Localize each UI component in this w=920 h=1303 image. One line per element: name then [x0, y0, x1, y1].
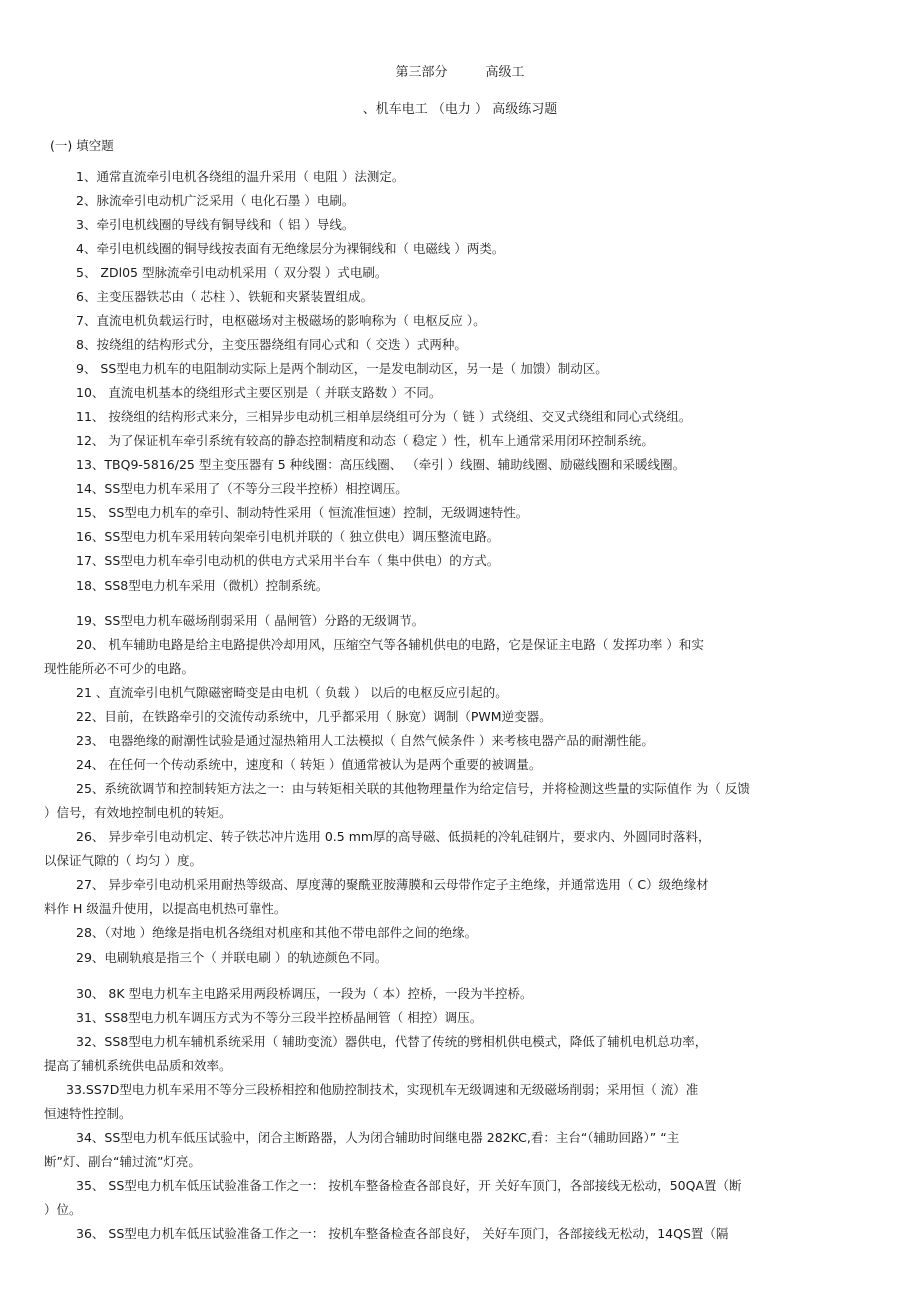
question-line: 16、SS型电力机车采用转向架牵引电机并联的（ 独立供电）调压整流电路。: [76, 529, 500, 544]
question-line: 21 、直流牵引电机气隙磁密畸变是由电机（ 负载 ） 以后的电枢反应引起的。: [76, 685, 508, 700]
question-line: 29、电刷轨痕是指三个（ 并联电刷 ）的轨迹颜色不同。: [76, 950, 388, 965]
question-line: 18、SS8型电力机车采用（微机）控制系统。: [76, 578, 329, 593]
question-line: 9、 SS型电力机车的电阻制动实际上是两个制动区，一是发电制动区，另一是（ 加馈）制动区。: [76, 361, 608, 376]
question-line: 31、SS8型电力机车调压方式为不等分三段半控桥晶闸管（ 相控）调压。: [76, 1010, 483, 1025]
question-line: 36、 SS型电力机车低压试验准备工作之一： 按机车整备检查各部良好， 关好车顶门，各部接线无松动，14QS置（隔: [76, 1226, 729, 1241]
section-heading: (一) 填空题: [50, 138, 114, 153]
question-continuation: 料作 H 级温升使用，以提高电机热可靠性。: [44, 901, 287, 916]
question-line: 33.SS7D型电力机车采用不等分三段桥相控和他励控制技术，实现机车无级调速和无级磁场削弱；采用恒（ 流）准: [66, 1082, 699, 1097]
question-line: 35、 SS型电力机车低压试验准备工作之一： 按机车整备检查各部良好，开 关好车顶门，各部接线无松动，50QA置（断: [76, 1178, 742, 1193]
question-line: 26、 异步牵引电动机定、转子铁芯冲片选用 0.5 mm厚的高导磁、低损耗的冷轧硅钢片，要求内、外圆同时落料，: [76, 829, 711, 844]
question-line: 7、直流电机负载运行时，电枢磁场对主极磁场的影响称为（ 电枢反应 ）。: [76, 313, 486, 328]
question-line: 34、SS型电力机车低压试验中，闭合主断路器，人为闭合辅助时间继电器 282KC,看：主台“（辅助回路）” “主: [76, 1130, 680, 1145]
question-line: 28、（对地 ）绝缘是指电机各绕组对机座和其他不带电部件之间的绝缘。: [76, 925, 478, 940]
question-line: 32、SS8型电力机车辅机系统采用（ 辅助变流）器供电，代替了传统的劈相机供电模式，降低了辅机电机总功率，: [76, 1034, 708, 1049]
question-line: 8、按绕组的结构形式分，主变压器绕组有同心式和（ 交迭 ）式两种。: [76, 337, 467, 352]
part-label: 第三部分: [395, 65, 448, 80]
question-line: 13、TBQ9-5816/25 型主变压器有 5 种线圈：高压线圈、 （牵引 ）线圈、辅助线圈、励磁线圈和采暖线圈。: [76, 457, 686, 472]
question-line: 11、 按绕组的结构形式来分，三相异步电动机三相单层绕组可分为（ 链 ）式绕组、交叉式绕组和同心式绕组。: [76, 409, 692, 424]
part-title: [0, 61, 920, 80]
question-continuation: 以保证气隙的（ 均匀 ）度。: [44, 853, 202, 868]
question-line: 24、 在任何一个传动系统中，速度和（ 转矩 ）值通常被认为是两个重要的被调量。: [76, 757, 542, 772]
question-continuation: 断”灯、副台“辅过流”灯亮。: [44, 1154, 201, 1169]
question-line: 4、牵引电机线圈的铜导线按表面有无绝缘层分为裸铜线和（ 电磁线 ）两类。: [76, 241, 505, 256]
question-line: 1、通常直流牵引电机各绕组的温升采用（ 电阻 ）法测定。: [76, 169, 405, 184]
question-line: 23、 电器绝缘的耐潮性试验是通过湿热箱用人工法模拟（ 自然气候条件 ）来考核电器产品的耐潮性能。: [76, 733, 654, 748]
question-continuation: 恒速特性控制。: [44, 1106, 132, 1121]
question-line: 6、主变压器铁芯由（ 芯柱 ）、铁轭和夹紧装置组成。: [76, 289, 374, 304]
question-line: 19、SS型电力机车磁场削弱采用（ 晶闸管）分路的无级调节。: [76, 613, 425, 628]
level-label: 高级工: [485, 65, 525, 80]
question-line: 15、 SS型电力机车的牵引、制动特性采用（ 恒流准恒速）控制，无级调速特性。: [76, 505, 529, 520]
document-subtitle: 、机车电工 （电力 ） 高级练习题: [362, 102, 558, 117]
question-line: 25、系统欲调节和控制转矩方法之一：由与转矩相关联的其他物理量作为给定信号，并将检测这些量的实际值作 为（ 反馈: [76, 781, 750, 796]
question-line: 10、 直流电机基本的绕组形式主要区别是（ 并联支路数 ）不同。: [76, 385, 442, 400]
question-line: 30、 8K 型电力机车主电路采用两段桥调压，一段为（ 本）控桥，一段为半控桥。: [76, 986, 533, 1001]
question-line: 17、SS型电力机车牵引电动机的供电方式采用半台车（ 集中供电）的方式。: [76, 553, 500, 568]
question-continuation: ）信号，有效地控制电机的转矩。: [44, 805, 232, 820]
question-line: 27、 异步牵引电动机采用耐热等级高、厚度薄的聚酰亚胺薄膜和云母带作定子主绝缘，并通常选用（ C）级绝缘材: [76, 877, 709, 892]
question-line: 3、牵引电机线圈的导线有铜导线和（ 铝 ）导线。: [76, 217, 355, 232]
question-line: 14、SS型电力机车采用了（不等分三段半控桥）相控调压。: [76, 481, 408, 496]
question-continuation: 现性能所必不可少的电路。: [44, 661, 195, 676]
question-line: 12、 为了保证机车牵引系统有较高的静态控制精度和动态（ 稳定 ）性，机车上通常采用闭环控制系统。: [76, 433, 654, 448]
question-continuation: ）位。: [44, 1202, 82, 1217]
question-line: 20、 机车辅助电路是给主电路提供冷却用风，压缩空气等各辅机供电的电路，它是保证主电路（ 发挥功率 ）和实: [76, 637, 704, 652]
question-continuation: 提高了辅机系统供电品质和效率。: [44, 1058, 232, 1073]
question-line: 5、 ZDl05 型脉流牵引电动机采用（ 双分裂 ）式电刷。: [76, 265, 388, 280]
question-line: 22、目前，在铁路牵引的交流传动系统中，几乎都采用（ 脉宽）调制（PWM逆变器。: [76, 709, 552, 724]
question-line: 2、脉流牵引电动机广泛采用（ 电化石墨 ）电刷。: [76, 193, 355, 208]
